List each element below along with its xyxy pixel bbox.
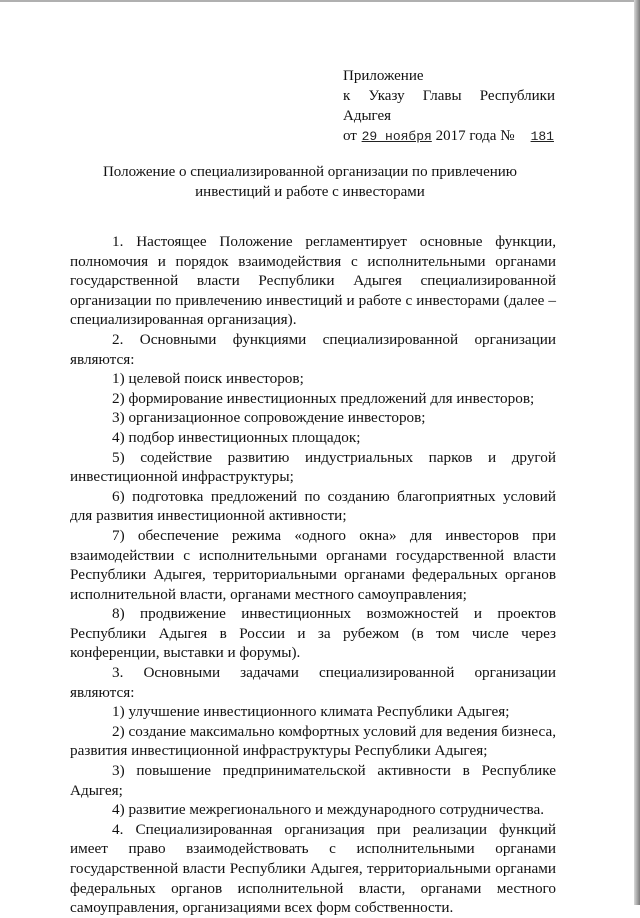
list-item: 3) повышение предпринимательской активности в Республике Адыгея; bbox=[70, 762, 556, 799]
appendix-header bbox=[343, 66, 555, 147]
paragraph: 2. Основными функциями специализированной организации являются: bbox=[70, 330, 556, 368]
handwritten-number: 181 bbox=[530, 129, 554, 144]
paragraph: 4. Специализированная организация при реализации функций имеет право взаимодействовать с исполнительными органами государственной власти Республики Адыгея, территориальными органами федеральных органов исполнительной власти, органами местного самоуправления, организациями всех форм собственности. bbox=[70, 820, 556, 917]
document-body bbox=[70, 232, 556, 918]
appendix-word: Республики bbox=[479, 88, 555, 104]
list-item: 1) улучшение инвестиционного климата Республики Адыгея; bbox=[112, 703, 510, 721]
appendix-label: Приложение bbox=[343, 68, 424, 84]
list-item: 4) подбор инвестиционных площадок; bbox=[112, 428, 361, 446]
appendix-date-line bbox=[343, 126, 555, 147]
appendix-word: Указу bbox=[368, 88, 405, 104]
paragraph: 3. Основными задачами специализированной организации являются: bbox=[70, 664, 556, 701]
list-item: 2) создание максимально комфортных условий для ведения бизнеса, развития инвестиционной инфраструктуры Республики Адыгея; bbox=[70, 722, 556, 760]
page-top-edge bbox=[0, 0, 640, 2]
title-line: инвестиций и работе с инвесторами bbox=[195, 184, 425, 200]
list-item: 5) содействие развитию индустриальных парков и другой инвестиционной инфраструктуры; bbox=[70, 448, 556, 486]
handwritten-date: 29 ноября bbox=[361, 129, 432, 144]
paragraph: 1. Настоящее Положение регламентирует основные функции, полномочия и порядок взаимодействия с исполнительными органами государственной власти Республики Адыгея специализированной организации по привлечению инвестиций и работе с инвесторами (далее – специализированная организация). bbox=[70, 233, 556, 329]
appendix-word: к bbox=[343, 88, 351, 104]
list-item: 2) формирование инвестиционных предложений для инвесторов; bbox=[112, 389, 535, 407]
list-item: 1) целевой поиск инвесторов; bbox=[112, 370, 304, 388]
date-prefix: от bbox=[343, 128, 357, 144]
date-suffix: 2017 года № bbox=[435, 128, 515, 144]
list-item: 3) организационное сопровождение инвесторов; bbox=[112, 409, 426, 427]
appendix-word: Главы bbox=[422, 88, 462, 104]
appendix-region: Адыгея bbox=[343, 108, 392, 124]
list-item: 8) продвижение инвестиционных возможностей и проектов Республики Адыгея в России и за рубежом (в том числе через конференции, выставки и форумы). bbox=[70, 605, 556, 662]
appendix-decree-line bbox=[343, 86, 555, 106]
document-title bbox=[100, 162, 520, 202]
page-right-edge bbox=[634, 0, 640, 905]
title-line: Положение о специализированной организации по привлечению bbox=[102, 164, 518, 180]
list-item: 6) подготовка предложений по созданию благоприятных условий для развития инвестиционной активности; bbox=[70, 487, 556, 525]
list-item: 4) развитие межрегионального и международного сотрудничества. bbox=[112, 801, 544, 819]
list-item: 7) обеспечение режима «одного окна» для инвесторов при взаимодействии с исполнительными органами государственной власти Республики Адыгея, территориальными органами федеральных органов исполнительной власти, органами местного самоуправления; bbox=[70, 526, 556, 603]
